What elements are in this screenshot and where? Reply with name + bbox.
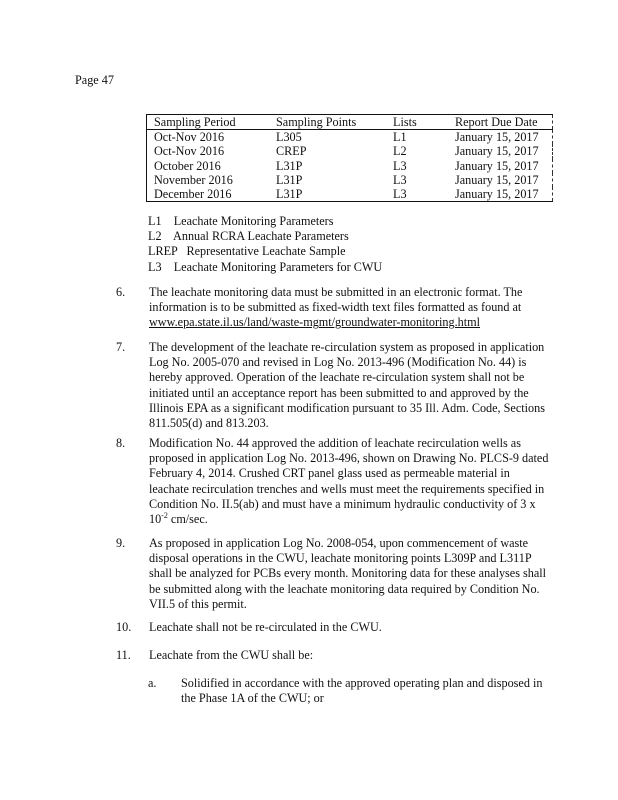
table-cell: L3 [393,187,407,202]
condition-number: 11. [116,648,131,662]
legend-entry: L1 Leachate Monitoring Parameters [148,214,334,228]
table-cell: Oct-Nov 2016 [154,144,225,159]
condition-text: disposal operations in the CWU, leachate monitoring points L309P and L311P [149,551,532,566]
table-cell: L305 [276,130,302,145]
condition-number: 8. [116,436,126,450]
condition-text: hereby approved. Operation of the leachate re-circulation system shall not be [149,370,525,385]
condition-number: 6. [116,285,126,299]
table-cell: Oct-Nov 2016 [154,130,225,145]
condition-text: initiated until an acceptance report has been submitted to and approved by the [149,385,529,400]
sampling-schedule-table [146,114,553,202]
condition-text: Condition No. II.5(ab) and must have a minimum hydraulic conductivity of 3 x [149,496,536,511]
condition-text: leachate recirculation trenches and wells must meet the requirements specified in [149,481,545,496]
table-cell: October 2016 [154,158,221,173]
condition-text: February 4, 2014. Crushed CRT panel glass used as permeable material in [149,466,510,481]
table-cell: L2 [393,144,407,159]
condition-text: Leachate shall not be re-circulated in the CWU. [149,620,382,634]
condition-text: the Phase 1A of the CWU; or [181,691,324,706]
table-cell: L31P [276,172,303,187]
col-header: Lists [386,115,448,130]
table-cell: L3 [393,172,407,187]
condition-number: 10. [116,620,132,634]
table-row [147,130,553,145]
table-cell: L3 [393,158,407,173]
table-cell: January 15, 2017 [455,130,539,145]
legend-entry: L3 Leachate Monitoring Parameters for CWU [148,259,383,274]
condition-text: Leachate from the CWU shall be: [149,648,314,662]
condition-text: As proposed in application Log No. 2008-054, upon commencement of waste [149,536,529,550]
condition-text: Solidified in accordance with the approved operating plan and disposed in [181,676,543,690]
exponent-base: 10 [149,512,162,527]
condition-text: proposed in application Log No. 2013-496, shown on Drawing No. PLCS-9 dated [149,451,549,466]
table-cell: November 2016 [154,172,233,187]
page-number: Page 47 [75,73,114,87]
unit-text: cm/sec. [167,512,208,527]
col-header: Report Due Date [448,115,553,130]
condition-text: be submitted along with the leachate monitoring data required by Condition No. [149,581,540,596]
legend-entry: LREP Representative Leachate Sample [148,244,346,259]
condition-text: shall be analyzed for PCBs every month. Monitoring data for these analyses shall [149,566,547,581]
table-cell: L31P [276,158,303,173]
table-cell: January 15, 2017 [455,144,539,159]
table-cell: December 2016 [154,187,232,202]
table-cell: January 15, 2017 [455,158,539,173]
legend-entry: L2 Annual RCRA Leachate Parameters [148,229,349,244]
condition-text: Modification No. 44 approved the addition of leachate recirculation wells as [149,436,521,450]
table-cell: L31P [276,187,303,202]
condition-text: information is to be submitted as fixed-width text files formatted as found at [149,300,522,315]
table-row [147,159,553,173]
condition-text: Illinois EPA as a significant modification pursuant to 35 Ill. Adm. Code, Sections [149,400,545,415]
condition-text: VII.5 of this permit. [149,596,247,611]
groundwater-monitoring-link[interactable]: www.epa.state.il.us/land/waste-mgmt/groundwater-monitoring.html [149,315,481,330]
table-row [147,144,553,158]
condition-text: Log No. 2005-070 and revised in Log No. 2013-496 (Modification No. 44) is [149,355,527,370]
condition-text: The development of the leachate re-circulation system as proposed in application [149,340,545,354]
condition-text: 811.505(d) and 813.203. [149,416,269,431]
table-row [147,173,553,187]
col-header: Sampling Period [147,115,270,130]
condition-text [149,512,559,527]
table-cell: L1 [393,130,407,145]
table-cell: January 15, 2017 [455,187,539,202]
table-header-row [147,115,553,130]
table-legend [148,214,382,275]
subcondition-letter: a. [148,676,157,690]
condition-number: 9. [116,536,126,550]
condition-text: The leachate monitoring data must be submitted in an electronic format. The [149,285,523,299]
condition-number: 7. [116,340,126,354]
table-cell: CREP [276,144,307,159]
table-cell: January 15, 2017 [455,172,539,187]
col-header: Sampling Points [269,115,386,130]
table-row [147,187,553,202]
exponent: -2 [161,510,168,520]
